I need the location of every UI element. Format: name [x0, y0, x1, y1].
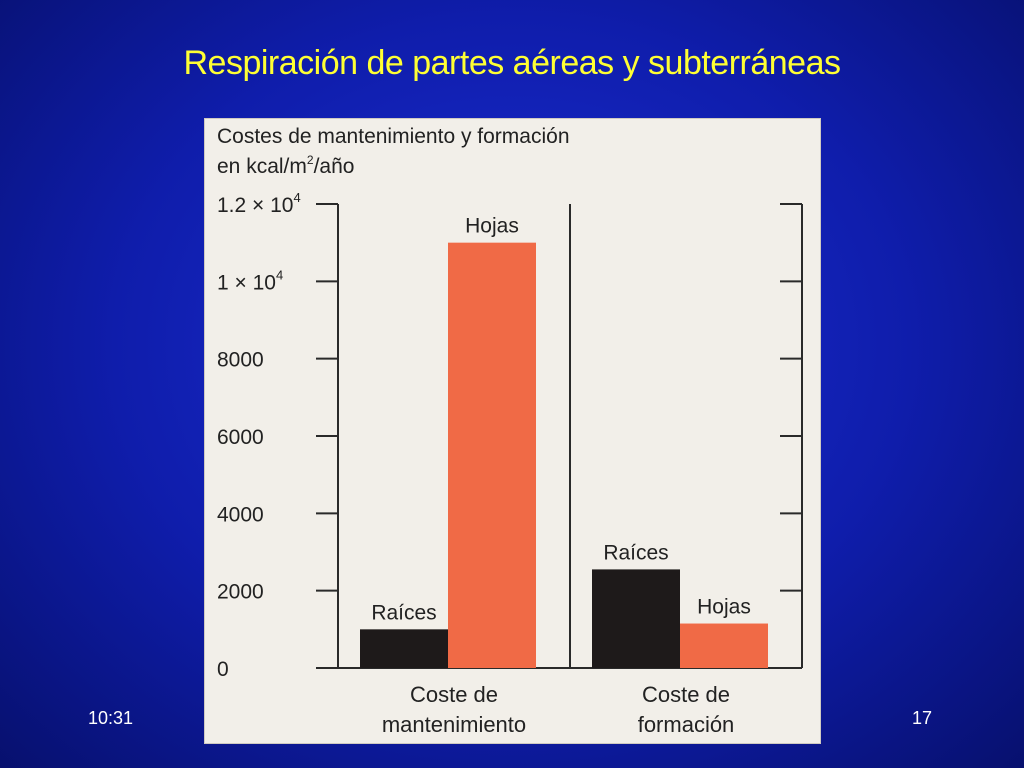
y-tick-label [217, 349, 264, 372]
chart-title-line-1: Costes de mantenimiento y formación [217, 125, 570, 148]
bar-series-label: Raíces [371, 601, 437, 625]
y-tick-label-base: 2000 [217, 580, 264, 604]
chart-title-unit-suffix: /año [313, 155, 355, 178]
bar-raices-mantenimiento [360, 629, 448, 668]
y-tick-label-base: 1.2 × 10 [217, 194, 294, 217]
slide-page-number: 17 [912, 708, 933, 728]
y-tick-label-base: 4000 [217, 503, 264, 527]
x-category-label-line-1: Coste de [409, 682, 499, 707]
x-category-label-line-1: Coste de [641, 682, 731, 707]
y-tick-label-exponent: 4 [275, 267, 284, 283]
y-tick-label-base: 8000 [217, 348, 264, 372]
bar-hojas-mantenimiento [448, 243, 536, 668]
y-tick-label [217, 581, 264, 604]
y-tick-label [217, 658, 229, 681]
bar-chart [205, 119, 821, 744]
y-tick-label [217, 190, 301, 217]
y-tick-label [217, 503, 264, 526]
chart-title-unit-prefix: en kcal/m [217, 155, 307, 178]
y-tick-label [217, 426, 264, 449]
scanned-chart-figure [204, 118, 821, 744]
y-tick-label-base: 1 × 10 [217, 271, 276, 295]
y-tick-label-exponent: 4 [293, 190, 301, 205]
y-tick-label-base: 6000 [217, 426, 264, 449]
y-tick-label [217, 267, 283, 294]
slide-time: 10:31 [88, 708, 134, 728]
bar-series-label: Hojas [465, 214, 519, 238]
slide-title: Respiración de partes aéreas y subterráneas [183, 44, 841, 82]
bar-raices-formacion [592, 569, 680, 668]
chart-title-unit-sup: 2 [306, 153, 314, 167]
y-tick-label-base: 0 [217, 658, 229, 681]
x-category-label-line-2: mantenimiento [381, 712, 527, 737]
bar-series-label: Raíces [603, 541, 669, 565]
bar-series-label: Hojas [697, 595, 751, 619]
x-category-label-line-2: formación [637, 712, 735, 737]
bar-hojas-formacion [680, 624, 768, 668]
chart-title-line-2 [217, 153, 354, 178]
